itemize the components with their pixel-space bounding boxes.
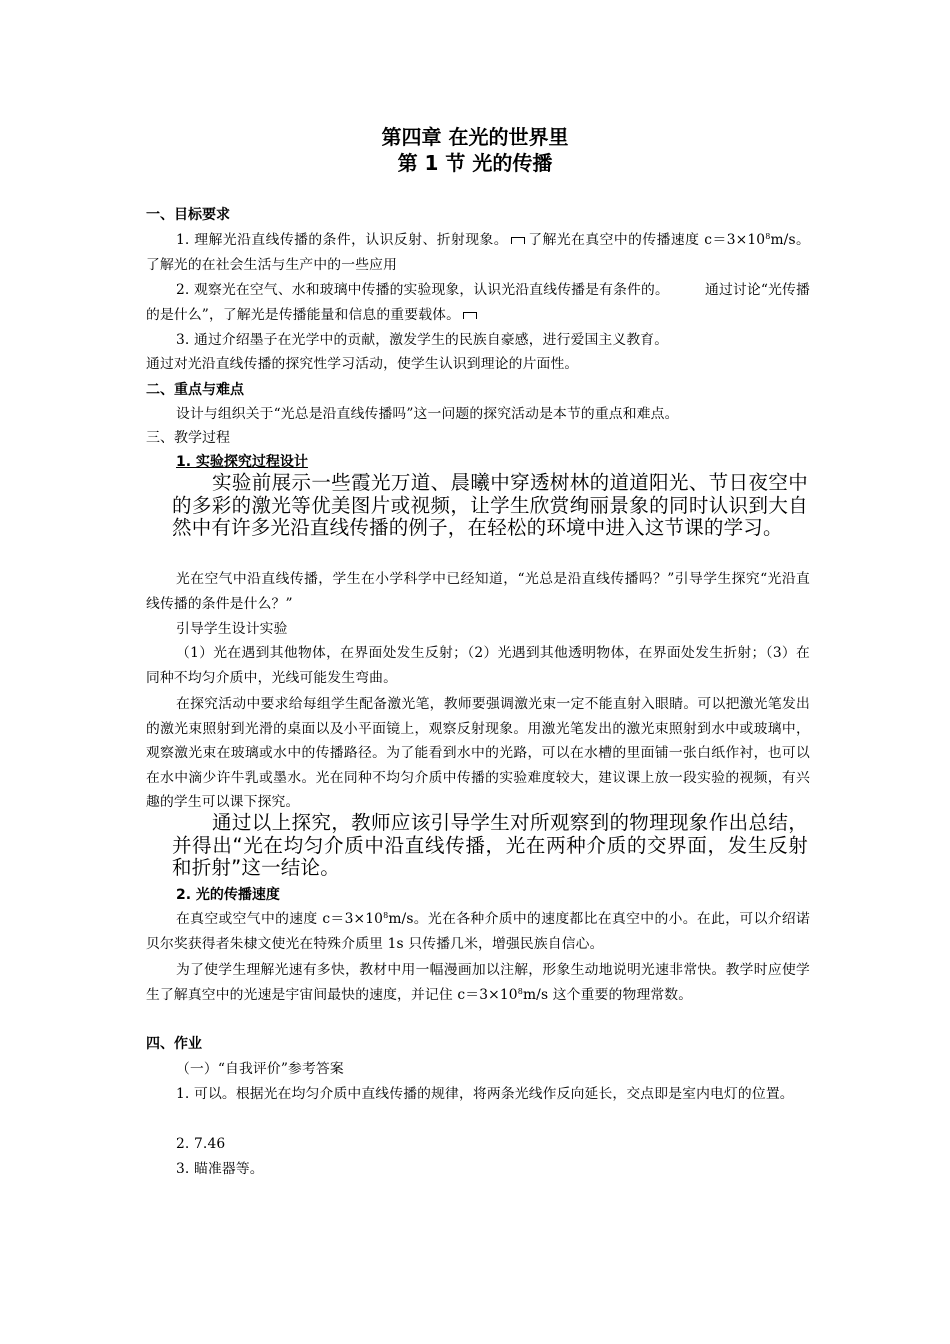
- speed-paragraph-1-text-b: m/s。光在各种介质中的速度都比在真空中的小。在此，可以介绍诺贝尔奖获得者朱棣文使光在特殊介质里 1s 只传播几米，增强民族自信心。: [146, 911, 810, 952]
- speed-paragraph-2-text-a: 为了使学生理解光速有多快，教材中用一幅漫画加以注解，形象生动地说明光速非常快。教学时应使学生了解真空中的光速是宇宙间最快的速度，并记住 c＝3×10: [146, 962, 810, 1003]
- objective-2-text-a: 2. 观察光在空气、水和玻璃中传播的实验现象，认识光沿直线传播是有条件的。: [176, 282, 669, 298]
- speed-paragraph-2: [146, 958, 810, 1007]
- subheading-experiment-design-label: 1. 实验探究过程设计: [176, 454, 308, 470]
- objective-2: [146, 278, 810, 327]
- objective-1-text-b: 了解光在真空中的传播速度 c＝3×10: [528, 232, 766, 248]
- key-points-text: 设计与组织关于“光总是沿直线传播吗”这一问题的探究活动是本节的重点和难点。: [176, 406, 679, 422]
- answer-2: 2. 7.46: [176, 1136, 226, 1152]
- section-title: 第 1 节 光的传播: [397, 151, 553, 175]
- heading-homework: 四、作业: [146, 1036, 202, 1052]
- process-paragraph-1: 光在空气中沿直线传播，学生在小学科学中已经知道，“光总是沿直线传播吗？”引导学生探究“光沿直线传播的条件是什么？”: [146, 571, 810, 612]
- edit-mark-icon: [511, 237, 525, 244]
- objective-1-text-c: m/s。了解光的在社会生活与生产中的一些应用: [146, 232, 810, 273]
- speed-paragraph-2-exponent: 8: [517, 986, 523, 996]
- homework-subtitle: （一）“自我评价”参考答案: [176, 1061, 344, 1077]
- objective-3: 3. 通过介绍墨子在光学中的贡献，激发学生的民族自豪感，进行爱国主义教育。: [176, 332, 669, 348]
- conclusion-large-paragraph: 通过以上探究，教师应该引导学生对所观察到的物理现象作出总结，并得出“光在均匀介质中沿直线传播，光在两种介质的交界面，发生反射和折射”这一结论。: [172, 811, 808, 879]
- speed-paragraph-1-exponent: 8: [383, 911, 389, 920]
- edit-mark-icon: [463, 312, 477, 319]
- answer-3: 3. 瞄准器等。: [176, 1161, 264, 1177]
- subheading-experiment-design: [176, 452, 308, 472]
- intro-large-paragraph: 实验前展示一些霞光万道、晨曦中穿透树林的道道阳光、节日夜空中的多彩的激光等优美图片或视频，让学生欣赏绚丽景象的同时认识到大自然中有许多光沿直线传播的例子，在轻松的环境中进入这节课的学习。: [172, 471, 808, 539]
- process-paragraph-3: [146, 641, 810, 690]
- process-paragraph-2: 引导学生设计实验: [176, 621, 288, 637]
- chapter-title: 第四章 在光的世界里: [381, 125, 569, 149]
- speed-paragraph-1-text-a: 在真空或空气中的速度 c＝3×10: [176, 911, 384, 927]
- heading-teaching-process: 三、教学过程: [146, 430, 230, 446]
- heading-key-points: 二、重点与难点: [146, 382, 244, 398]
- speed-paragraph-2-text-b: m/s 这个重要的物理常数。: [522, 986, 693, 1003]
- objective-1-text-a: 1. 理解光沿直线传播的条件，认识反射、折射现象。: [176, 232, 508, 248]
- heading-objectives: 一、目标要求: [146, 207, 230, 223]
- objective-4: 通过对光沿直线传播的探究性学习活动，使学生认识到理论的片面性。: [146, 356, 579, 372]
- objective-1: [146, 228, 810, 277]
- speed-paragraph-1: [146, 907, 810, 956]
- objective-1-exponent: 8: [765, 232, 771, 241]
- answer-1: 1. 可以。根据光在均匀介质中直线传播的规律，将两条光线作反向延长，交点即是室内电灯的位置。: [176, 1086, 794, 1102]
- objective-2-text-b: 通过讨论“光传播的是什么”，了解光是传播能量和信息的重要载体。: [146, 282, 810, 323]
- process-paragraph-3-text: （1）光在遇到其他物体，在界面处发生反射；（2）光遇到其他透明物体，在界面处发生折射；（3）在同种不均匀介质中，光线可能发生弯曲。: [146, 645, 810, 686]
- subheading-light-speed: 2. 光的传播速度: [176, 887, 280, 903]
- process-paragraph-4: 在探究活动中要求给每组学生配备激光笔，教师要强调激光束一定不能直射入眼睛。可以把激光笔发出的激光束照射到光滑的桌面以及小平面镜上，观察反射现象。用激光笔发出的激光束照射到水中或玻璃中，观察激光束在玻璃或水中的传播路径。为了能看到水中的光路，可以在水槽的里面铺一张白纸作衬，也可以在水中滴少许牛乳或墨水。光在同种不均匀介质中传播的实验难度较大，建议课上放一段实验的视频，有兴趣的学生可以课下探究。: [146, 696, 810, 810]
